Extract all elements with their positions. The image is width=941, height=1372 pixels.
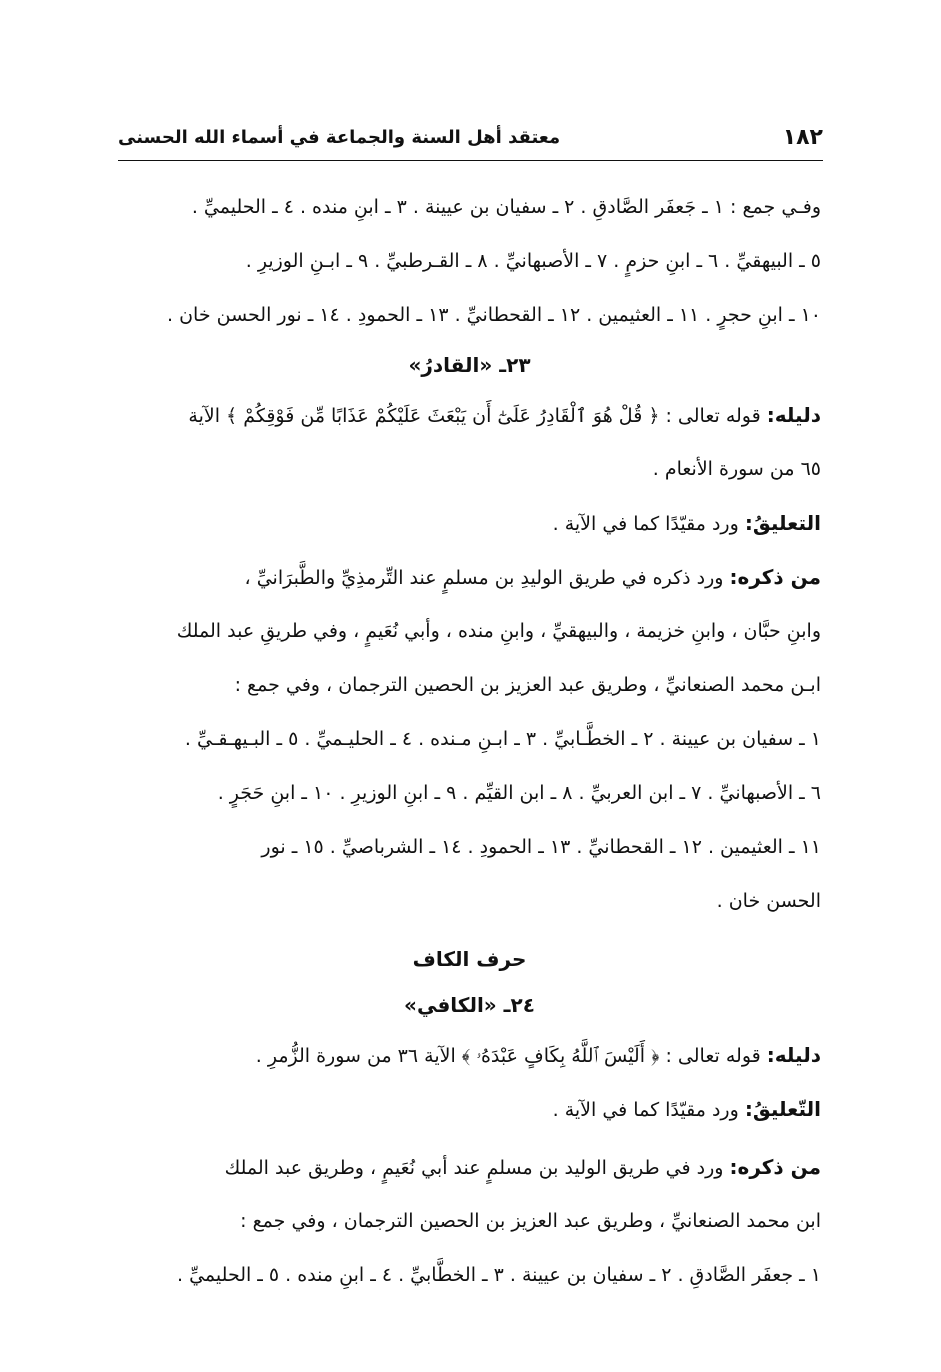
evidence-text: قوله تعالى : ﴿ قُلْ هُوَ ٱلْقَادِرُ عَلَىٰٓ أَن يَبْعَثَ عَلَيْكُمْ عَذَابًا مِّن فَوْقِكُمْ ﴾ الآية — [188, 405, 761, 427]
mentions-line: ابـن محمد الصنعانيِّ ، وطريق عبد العزيز بن الحصين الترجمان ، وفي جمع : — [234, 674, 821, 696]
header-divider — [118, 160, 823, 161]
running-title: معتقد أهل السنة والجماعة في أسماء الله الحسنى — [118, 126, 561, 148]
mentions-text: ورد في طريق الوليد بن مسلمٍ عند أبي نُعَيمٍ ، وطريق عبد الملك — [224, 1157, 724, 1179]
intro-line: ٥ ـ البيهقيِّ . ٦ ـ ابنِ حزمٍ . ٧ ـ الأصبهانيِّ . ٨ ـ القـرطبيِّ . ٩ ـ ابـنِ الوزيرِ . — [245, 250, 821, 272]
intro-line: وفـي جمع : ١ ـ جَعفَر الصَّادقِ . ٢ ـ سفيان بن عيينة . ٣ ـ ابنِ منده . ٤ ـ الحليميِّ . — [191, 196, 821, 218]
intro-line: ١٠ ـ ابنِ حجرٍ . ١١ ـ العثيمين . ١٢ ـ القحطانيِّ . ١٣ ـ الحمودِ . ١٤ ـ نور الحسن خان . — [167, 304, 821, 326]
mentions-line: ١ ـ جعفَر الصَّادقِ . ٢ ـ سفيان بن عيينة . ٣ ـ الخطَّابيِّ . ٤ ـ ابنِ منده . ٥ ـ الحليميِّ . — [177, 1264, 821, 1286]
section-heading: ٢٤ـ «الكافي» — [404, 993, 535, 1017]
mentions-line: وابنِ حبَّان ، وابنِ خزيمة ، والبيهقيِّ ، وابنِ منده ، وأبي نُعَيمٍ ، وفي طريقِ عبد الملك — [176, 620, 821, 642]
evidence-line — [118, 388, 821, 442]
comment-line — [118, 496, 821, 550]
evidence-line: ٦٥ من سورة الأنعام . — [652, 458, 821, 480]
mentions-line — [118, 1140, 821, 1194]
page-body — [118, 180, 821, 1302]
mentions-label: من ذكره: — [729, 565, 821, 589]
section-heading: ٢٣ـ «القادرُ» — [408, 353, 531, 377]
evidence-text: قوله تعالى : ﴿ أَلَيْسَ ٱللَّهُ بِكَافٍ عَبْدَهُۥ ﴾ الآية ٣٦ من سورة الزُّمرِ . — [255, 1045, 761, 1067]
evidence-line — [118, 1028, 821, 1082]
mentions-line — [118, 550, 821, 604]
comment-label: التّعليقُ: — [744, 1097, 821, 1121]
mentions-line: ١١ ـ العثيمين . ١٢ ـ القحطانيِّ . ١٣ ـ الحمودِ . ١٤ ـ الشرباصيِّ . ١٥ ـ نور — [261, 836, 821, 858]
page-header — [118, 118, 823, 156]
comment-label: التعليقُ: — [744, 511, 821, 535]
comment-text: ورد مقيّدًا كما في الآية . — [552, 1099, 739, 1121]
mentions-line: ٦ ـ الأصبهانيِّ . ٧ ـ ابن العربيِّ . ٨ ـ ابن القيِّم . ٩ ـ ابنِ الوزيرِ . ١٠ ـ ابنِ حَجَرٍ . — [217, 782, 821, 804]
chapter-heading: حرف الكاف — [412, 947, 527, 971]
mentions-text: ورد ذكره في طريق الوليدِ بن مسلمٍ عند التِّرمذِيِّ والطَّبرَانيِّ ، — [244, 567, 724, 589]
mentions-line: ابن محمد الصنعانيِّ ، وطريق عبد العزيز بن الحصين الترجمان ، وفي جمع : — [240, 1210, 821, 1232]
evidence-label: دليله: — [766, 403, 821, 427]
evidence-label: دليله: — [766, 1043, 821, 1067]
comment-line — [118, 1082, 821, 1136]
mentions-label: من ذكره: — [729, 1155, 821, 1179]
mentions-line: الحسن خان . — [716, 890, 821, 912]
mentions-line: ١ ـ سفيان بن عيينة . ٢ ـ الخطَّـابيِّ . ٣ ـ ابـنِ مـنده . ٤ ـ الحليـميِّ . ٥ ـ البـيهـقـيِّ . — [184, 728, 821, 750]
page-number: ١٨٢ — [782, 124, 823, 150]
comment-text: ورد مقيّدًا كما في الآية . — [552, 513, 739, 535]
